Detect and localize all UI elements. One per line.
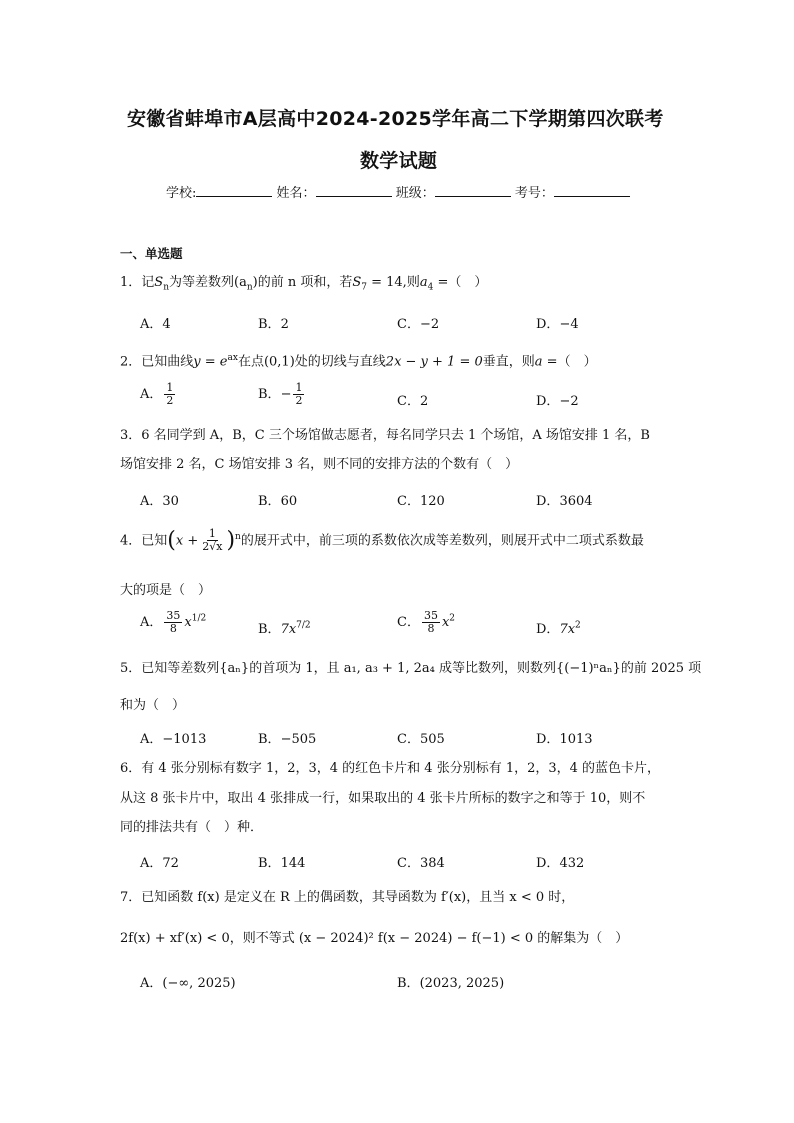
q6-option-c[interactable]: C．384 xyxy=(397,856,445,871)
document-subtitle: 数学试题 xyxy=(360,150,438,172)
q2-option-b[interactable]: B．− $\frac{1}{2}$ xyxy=(258,381,303,407)
question-6-line-3: 同的排法共有（ ）种． xyxy=(120,820,264,835)
q6-option-d[interactable]: D．432 xyxy=(536,856,585,871)
q4-option-c[interactable]: C． $\frac{35}{8}$ $x^2$ xyxy=(397,609,456,635)
q4-option-a[interactable]: A． $\frac{35}{8}$ $x^{1/2}$ xyxy=(140,609,207,635)
class-label: 班级： xyxy=(395,186,435,201)
section-heading: 一、单选题 xyxy=(120,246,183,261)
document-title: 安徽省蚌埠市A层高中2024-2025学年高二下学期第四次联考 xyxy=(127,108,664,130)
q1-option-b[interactable]: B．2 xyxy=(258,317,289,332)
q7-option-a[interactable]: A．(−∞, 2025) xyxy=(140,976,236,991)
q1-option-d[interactable]: D．−4 xyxy=(536,317,579,332)
name-label: 姓名： xyxy=(276,186,316,201)
question-6-line-2: 从这 8 张卡片中，取出 4 张排成一行，如果取出的 4 张卡片所标的数字之和等于 10，则不 xyxy=(120,791,646,806)
exam-number-blank xyxy=(554,183,630,197)
question-1: 1．记$S_n$为等差数列$(a_n)$的前 n 项和，若$S_7 = 14$,则$a_4$ =（ ） xyxy=(120,275,488,293)
q4-option-d[interactable]: D．$7x^2$ xyxy=(536,620,581,637)
school-label: 学校: xyxy=(166,186,197,201)
q1-option-a[interactable]: A．4 xyxy=(140,317,171,332)
q5-option-d[interactable]: D．1013 xyxy=(536,732,593,747)
q2-option-d[interactable]: D．−2 xyxy=(536,394,579,409)
exam-number-label: 考号： xyxy=(514,186,554,201)
q6-option-a[interactable]: A．72 xyxy=(140,856,179,871)
q7-option-b[interactable]: B．(2023, 2025) xyxy=(397,976,505,991)
q5-option-c[interactable]: C．505 xyxy=(397,732,445,747)
q3-option-c[interactable]: C．120 xyxy=(397,494,445,509)
q2-option-c[interactable]: C．2 xyxy=(397,394,429,409)
class-blank xyxy=(435,183,511,197)
question-5-line-2: 和为（ ） xyxy=(120,698,186,713)
q5-option-a[interactable]: A．−1013 xyxy=(140,732,207,747)
q3-option-a[interactable]: A．30 xyxy=(140,494,179,509)
question-7-line-2: 2f(x) + xf′(x) < 0，则不等式 (x − 2024)² f(x − 2024) − f(−1) < 0 的解集为（ ） xyxy=(120,931,629,946)
question-5-line-1: 5．已知等差数列{aₙ}的首项为 1，且 a₁, a₃ + 1, 2a₄ 成等比数列，则数列{(−1)ⁿaₙ}的前 2025 项 xyxy=(120,661,702,676)
question-4-line-2: 大的项是（ ） xyxy=(120,583,212,598)
fraction: $\frac{35}{8}$ xyxy=(166,609,181,635)
school-blank xyxy=(196,183,272,197)
question-6-line-1: 6．有 4 张分别标有数字 1，2，3，4 的红色卡片和 4 张分别标有 1，2，3，4 的蓝色卡片， xyxy=(120,761,661,776)
q3-option-d[interactable]: D．3604 xyxy=(536,494,593,509)
fraction: $\frac{1}{2√x}$ xyxy=(202,527,223,554)
fraction: $\frac{35}{8}$ xyxy=(423,609,438,635)
q4-option-b[interactable]: B．$7x^{7/2}$ xyxy=(258,620,311,637)
question-3-line-2: 场馆安排 2 名，C 场馆安排 3 名，则不同的安排方法的个数有（ ） xyxy=(120,457,519,472)
name-blank xyxy=(316,183,392,197)
q5-option-b[interactable]: B．−505 xyxy=(258,732,317,747)
q1-option-c[interactable]: C．−2 xyxy=(397,317,440,332)
q2-option-a[interactable]: A． $\frac{1}{2}$ xyxy=(140,381,174,407)
question-3-line-1: 3．6 名同学到 A，B，C 三个场馆做志愿者，每名同学只去 1 个场馆，A 场馆安排 1 名，B xyxy=(120,428,650,443)
question-2: 2．已知曲线$y = e^{ax}$在点(0,1)处的切线与直线2x − y + 1 = 0垂直，则a =（ ） xyxy=(120,353,597,370)
fraction: $\frac{1}{2}$ xyxy=(166,381,174,407)
fraction: $\frac{1}{2}$ xyxy=(295,381,303,407)
q3-option-b[interactable]: B．60 xyxy=(258,494,298,509)
question-7-line-1: 7．已知函数 f(x) 是定义在 R 上的偶函数，其导函数为 f′(x)，且当 x < 0 时， xyxy=(120,890,575,905)
student-info-row xyxy=(166,182,630,201)
q6-option-b[interactable]: B．144 xyxy=(258,856,306,871)
question-4: 4．已知(x + $\frac{1}{2√x}$ )$^n$的展开式中，前三项的系数依次成等差数列，则展开式中二项式系数最 xyxy=(120,527,644,554)
